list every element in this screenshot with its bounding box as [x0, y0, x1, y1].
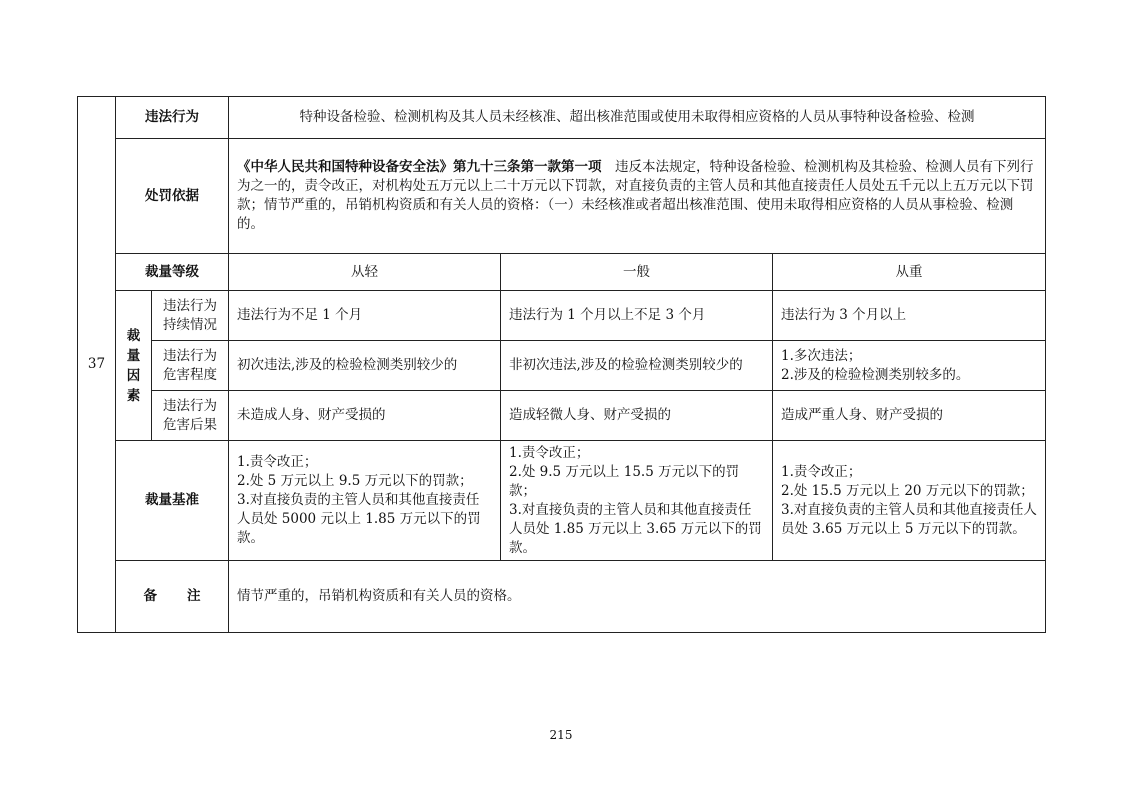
factor-duration-normal: 违法行为 1 个月以上不足 3 个月	[501, 291, 773, 341]
remark-text: 情节严重的，吊销机构资质和有关人员的资格。	[229, 561, 1046, 633]
factors-label-cell	[116, 291, 152, 441]
basis-cell	[229, 139, 1046, 254]
violation-label: 违法行为	[116, 97, 229, 139]
factor-severity-heavy: 1.多次违法； 2.涉及的检验检测类别较多的。	[773, 341, 1046, 391]
factor-duration-label: 违法行为 持续情况	[152, 291, 229, 341]
penalty-table	[77, 96, 1046, 633]
basis-text: 违反本法规定，特种设备检验、检测机构及其检验、检测人员有下列行为之一的，责令改正，对机构处五万元以上二十万元以下罚款，对直接负责的主管人员和其他直接责任人员处五千元以上五万元以下罚款；情节严重的，吊销机构资质和有关人员的资格：（一）未经核准或者超出核准范围、使用未取得相应资格的人员从事检验、检测的。	[237, 159, 1034, 232]
factor-severity-normal: 非初次违法,涉及的检验检测类别较少的	[501, 341, 773, 391]
factor-consequence-label: 违法行为 危害后果	[152, 391, 229, 441]
factor-severity-light: 初次违法,涉及的检验检测类别较少的	[229, 341, 501, 391]
level-heavy: 从重	[773, 254, 1046, 291]
basis-label: 处罚依据	[116, 139, 229, 254]
factor-duration-heavy: 违法行为 3 个月以上	[773, 291, 1046, 341]
violation-text: 特种设备检验、检测机构及其人员未经核准、超出核准范围或使用未取得相应资格的人员从事特种设备检验、检测	[229, 97, 1046, 139]
item-number: 37	[78, 97, 116, 633]
remark-label-cell	[116, 561, 229, 633]
basis-law: 《中华人民共和国特种设备安全法》第九十三条第一款第一项	[237, 159, 602, 175]
page-number: 215	[549, 728, 573, 742]
factors-label: 裁量因素	[126, 327, 141, 404]
standard-heavy: 1.责令改正； 2.处 15.5 万元以上 20 万元以下的罚款； 3.对直接负责的主管人员和其他直接责任人员处 3.65 万元以上 5 万元以下的罚款。	[773, 441, 1046, 561]
level-light: 从轻	[229, 254, 501, 291]
factor-severity-label: 违法行为 危害程度	[152, 341, 229, 391]
remark-label: 备注	[143, 588, 231, 604]
factor-duration-light: 违法行为不足 1 个月	[229, 291, 501, 341]
level-normal: 一般	[501, 254, 773, 291]
standard-light: 1.责令改正； 2.处 5 万元以上 9.5 万元以下的罚款； 3.对直接负责的主管人员和其他直接责任人员处 5000 元以上 1.85 万元以下的罚款。	[229, 441, 501, 561]
factor-consequence-heavy: 造成严重人身、财产受损的	[773, 391, 1046, 441]
factor-consequence-normal: 造成轻微人身、财产受损的	[501, 391, 773, 441]
factor-consequence-light: 未造成人身、财产受损的	[229, 391, 501, 441]
standard-normal: 1.责令改正； 2.处 9.5 万元以上 15.5 万元以下的罚款； 3.对直接负责的主管人员和其他直接责任人员处 1.85 万元以上 3.65 万元以下的罚款。	[501, 441, 773, 561]
standard-label: 裁量基准	[116, 441, 229, 561]
level-label: 裁量等级	[116, 254, 229, 291]
